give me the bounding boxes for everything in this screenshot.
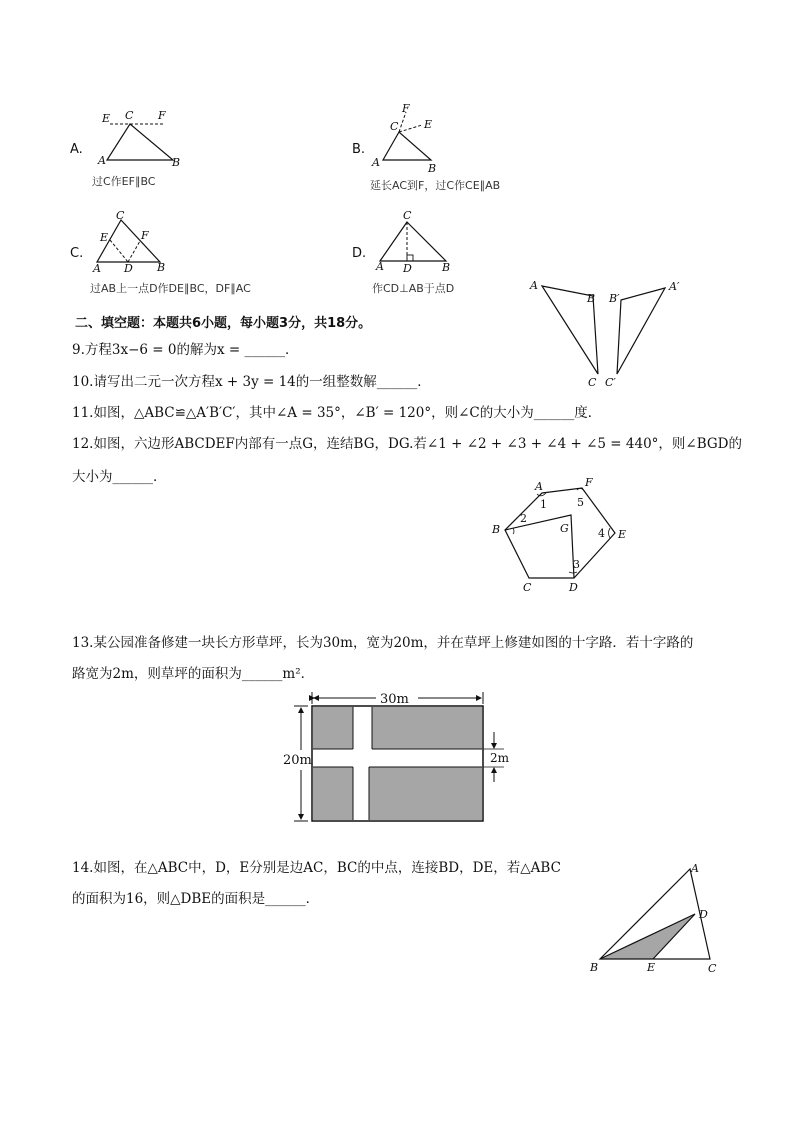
- svg-text:D: D: [403, 262, 412, 275]
- svg-text:C: C: [125, 109, 134, 122]
- svg-text:C: C: [708, 962, 717, 975]
- svg-text:B: B: [590, 961, 599, 974]
- svg-text:F: F: [585, 476, 593, 489]
- svg-text:C: C: [523, 581, 532, 594]
- option-b-figure: [368, 100, 468, 172]
- svg-text:E: E: [102, 112, 111, 125]
- svg-text:30m: 30m: [380, 692, 409, 707]
- question-10: 10.请写出二元一次方程x + 3y = 14的一组整数解______．: [72, 374, 431, 390]
- svg-text:A: A: [98, 154, 106, 167]
- option-c-figure: [90, 208, 180, 276]
- svg-text:E: E: [100, 231, 109, 244]
- option-c-caption: 过AB上一点D作DE∥BC，DF∥AC: [90, 282, 251, 295]
- svg-text:C′: C′: [605, 376, 616, 388]
- svg-text:F: F: [141, 229, 149, 242]
- svg-text:4: 4: [598, 527, 605, 540]
- option-d-letter: D.: [352, 246, 367, 261]
- svg-text:B: B: [157, 261, 166, 274]
- svg-text:C: C: [588, 376, 597, 388]
- svg-text:D: D: [569, 581, 578, 594]
- option-b-caption: 延长AC到F，过C作CE∥AB: [370, 179, 501, 192]
- question-14-line2: 的面积为16，则△DBE的面积是______．: [72, 891, 320, 907]
- svg-text:A: A: [691, 862, 699, 875]
- question-13-line2: 路宽为2m，则草坪的面积为______m²．: [72, 666, 315, 682]
- question-12-line2: 大小为______．: [72, 469, 167, 485]
- option-a-caption: 过C作EF∥BC: [92, 175, 156, 188]
- svg-text:B: B: [492, 523, 501, 536]
- svg-text:B′: B′: [609, 292, 620, 305]
- svg-text:C: C: [390, 120, 399, 133]
- svg-text:E: E: [647, 961, 656, 974]
- svg-text:E: E: [424, 118, 433, 131]
- question-13-line1: 13.某公园准备修建一块长方形草坪，长为30m，宽为20m，并在草坪上修建如图的十字路．若十字路的: [72, 635, 694, 651]
- svg-text:C: C: [403, 209, 412, 222]
- congruent-triangles-figure: [525, 276, 690, 388]
- svg-text:2: 2: [520, 512, 527, 525]
- svg-text:20m: 20m: [283, 753, 312, 768]
- svg-text:B: B: [428, 162, 437, 172]
- svg-text:A: A: [376, 260, 384, 273]
- svg-text:B: B: [587, 292, 596, 305]
- option-d-figure: [372, 208, 462, 276]
- question-12-line1: 12.如图，六边形ABCDEF内部有一点G，连结BG，DG.若∠1 + ∠2 + ∠3 + ∠4 + ∠5 = 440°，则∠BGD的: [72, 436, 743, 452]
- svg-text:D: D: [699, 908, 708, 921]
- svg-text:G: G: [560, 522, 569, 535]
- triangle-dbe-figure: [585, 858, 725, 978]
- option-c-letter: C.: [70, 246, 84, 261]
- svg-text:B: B: [442, 261, 451, 274]
- option-d-caption: 作CD⊥AB于点D: [372, 282, 455, 295]
- option-a-letter: A.: [70, 142, 83, 157]
- question-14-line1: 14.如图，在△ABC中，D，E分别是边AC，BC的中点，连接BD，DE，若△ABC: [72, 860, 561, 876]
- svg-text:A: A: [372, 156, 380, 169]
- svg-text:F: F: [158, 109, 166, 122]
- svg-text:E: E: [618, 528, 627, 541]
- svg-text:B: B: [172, 156, 181, 169]
- svg-text:1: 1: [540, 498, 547, 511]
- svg-text:A′: A′: [669, 280, 680, 293]
- svg-text:D: D: [124, 262, 133, 275]
- option-b-letter: B.: [352, 142, 366, 157]
- svg-text:5: 5: [577, 496, 584, 509]
- svg-text:A: A: [530, 279, 538, 292]
- lawn-figure: [278, 686, 518, 826]
- question-9: 9.方程3x−6 = 0的解为x = ______．: [72, 342, 299, 358]
- svg-text:A: A: [93, 262, 101, 275]
- question-11: 11.如图，△ABC≌△A′B′C′，其中∠A = 35°，∠B′ = 120°，则∠C的大小为______度．: [72, 405, 602, 421]
- hexagon-figure: [485, 470, 645, 598]
- section-title: 二、填空题：本题共6小题，每小题3分，共18分。: [75, 316, 372, 331]
- svg-text:C: C: [116, 209, 125, 222]
- svg-text:F: F: [402, 102, 410, 115]
- svg-text:A: A: [535, 480, 543, 493]
- svg-text:3: 3: [573, 558, 580, 571]
- svg-text:2m: 2m: [490, 751, 510, 765]
- option-a-figure: [90, 104, 190, 174]
